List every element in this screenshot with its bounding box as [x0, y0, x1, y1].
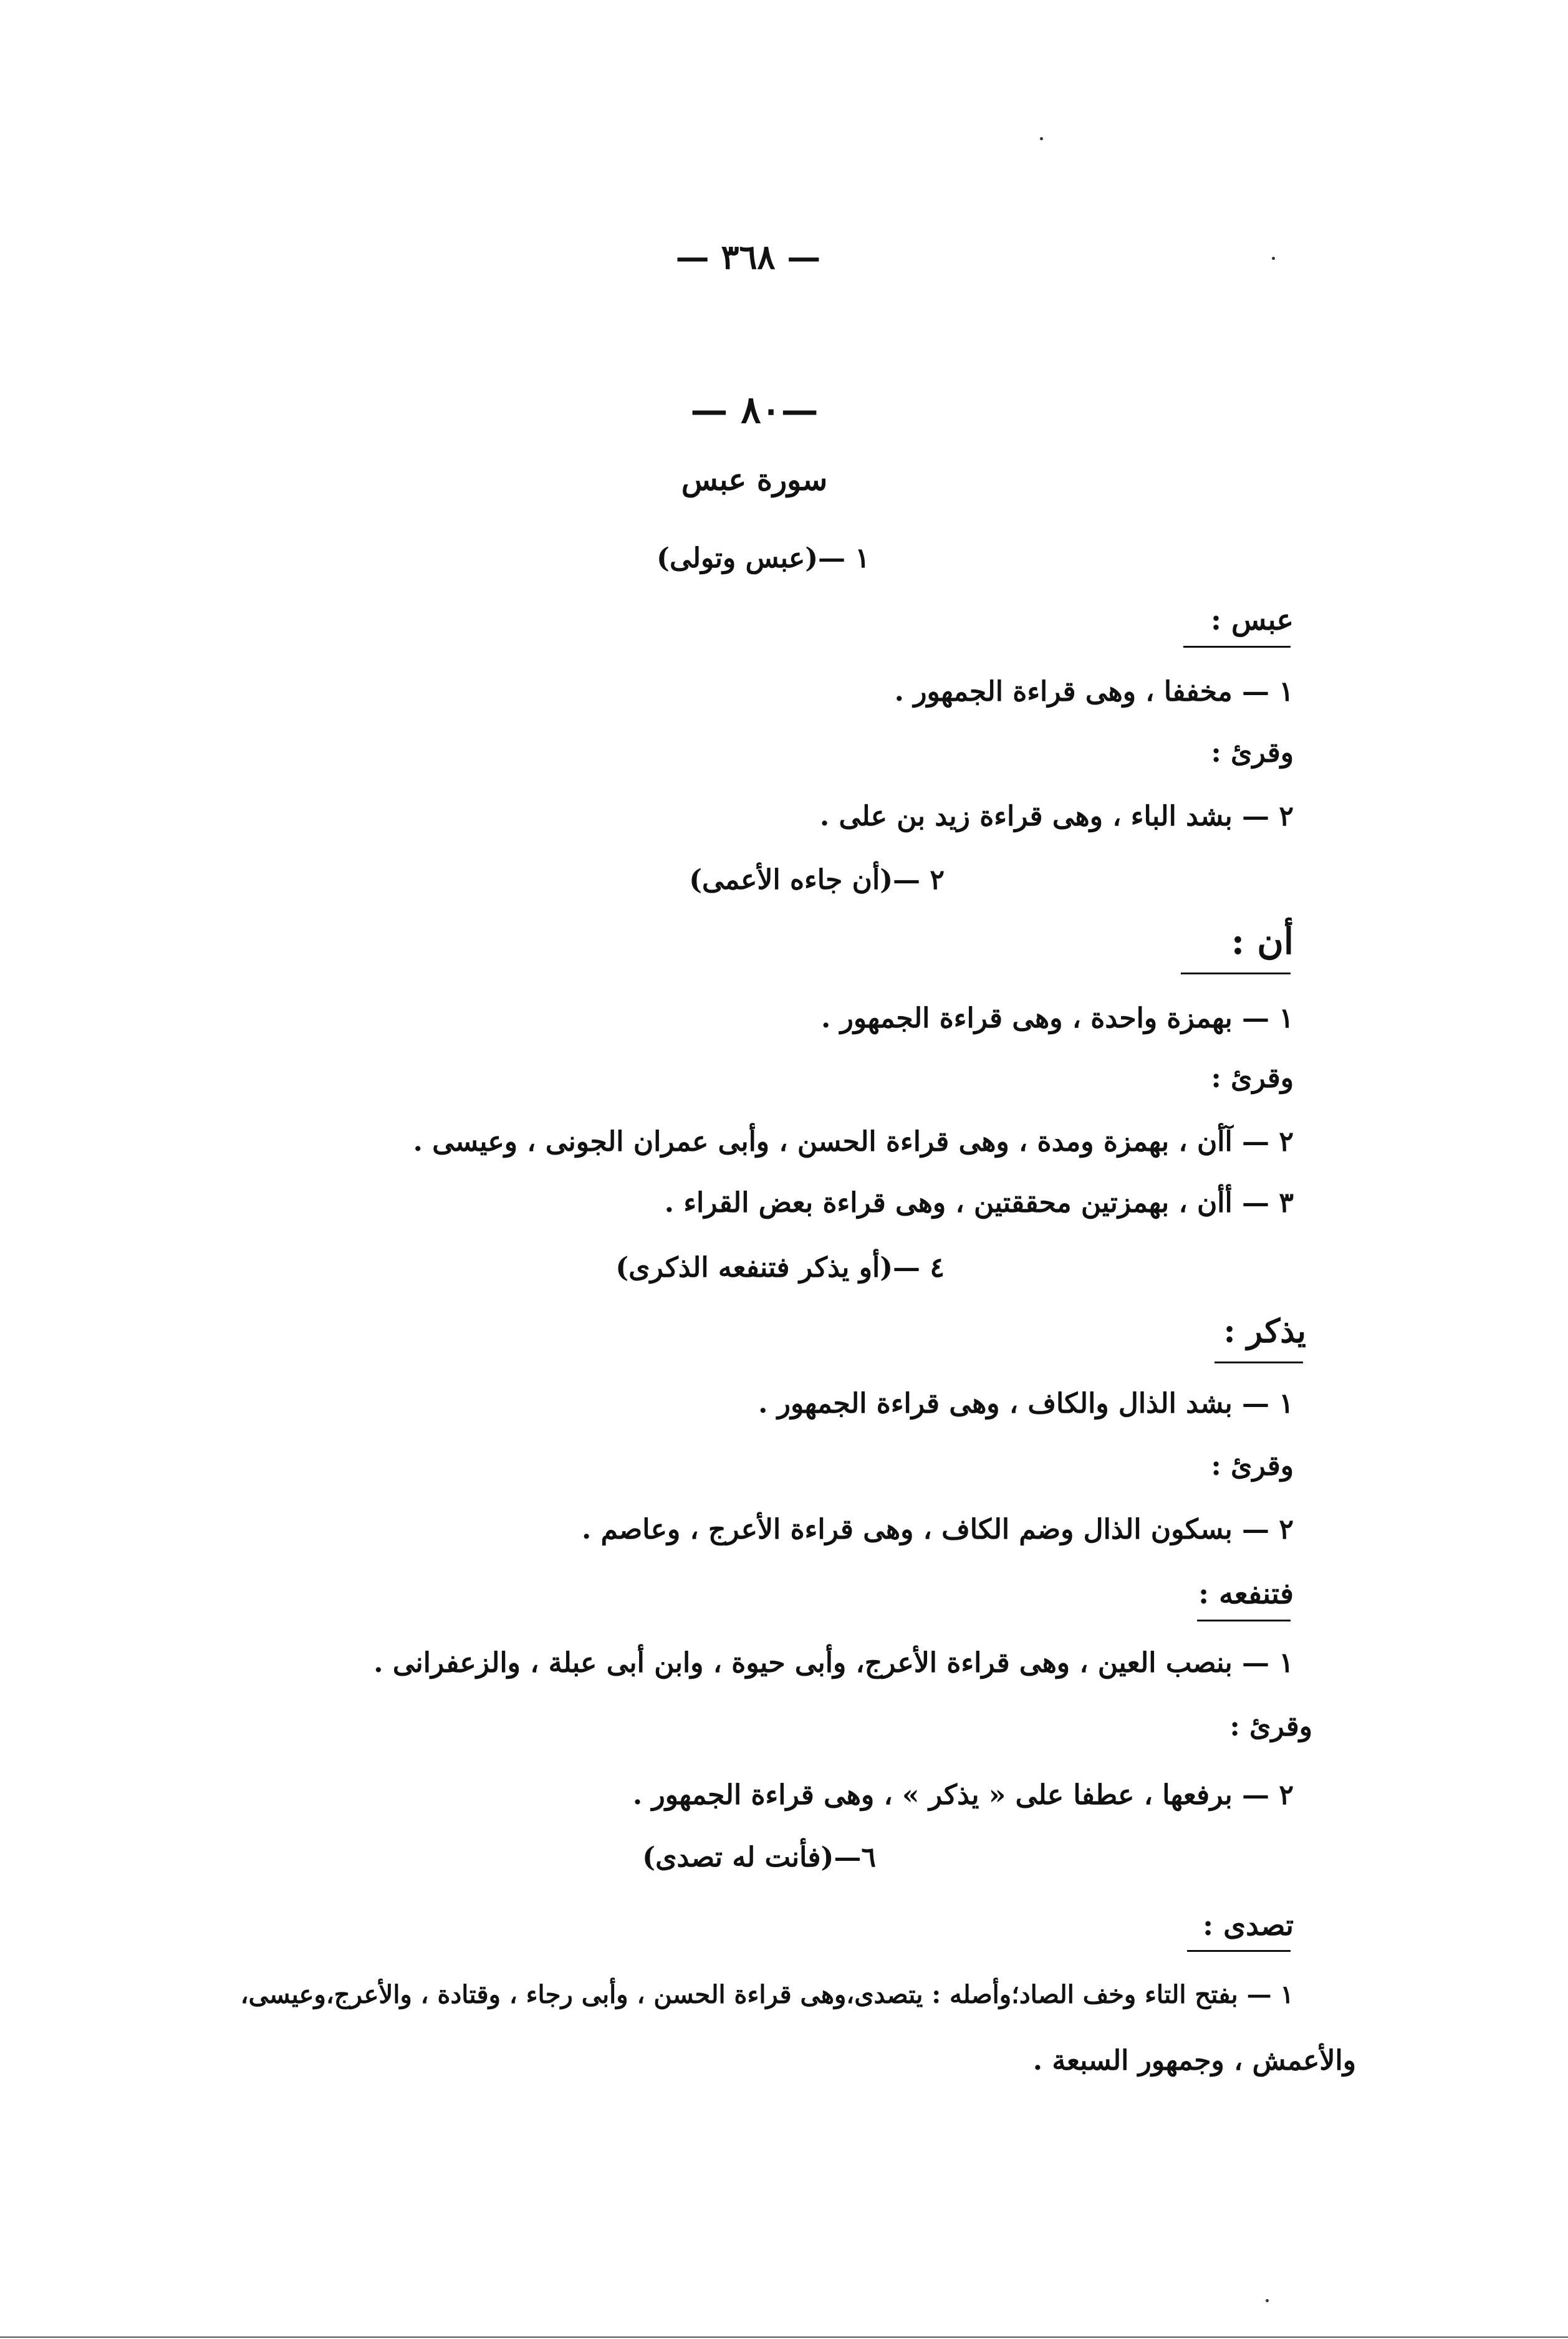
reading-item: ١ — بفتح التاء وخف الصاد؛وأصله : يتصدى،وهى قراءة الحسن ، وأبى رجاء ، وقتادة ، والأعرج،وعيسى،: [240, 1980, 1294, 2009]
reading-item: ١ — بنصب العين ، وهى قراءة الأعرج، وأبى حيوة ، وابن أبى عبلة ، والزعفرانى .: [373, 1647, 1294, 1679]
qari-label: وقرئ :: [1229, 1711, 1312, 1742]
verse-heading: ٢ —(أن جاءه الأعمى): [689, 864, 945, 896]
reading-item: ٢ — بشد الباء ، وهى قراءة زيد بن على .: [819, 800, 1294, 832]
reading-item: ٢ — برفعها ، عطفا على « يذكر » ، وهى قراءة الجمهور .: [632, 1779, 1294, 1811]
reading-item: ٣ — أأن ، بهمزتين محققتين ، وهى قراءة بعض القراء .: [664, 1187, 1294, 1219]
page-bottom-edge: [0, 2337, 1568, 2338]
word-underline: [1181, 973, 1291, 974]
scan-speck: [1040, 137, 1043, 140]
word-underline: [1197, 1620, 1291, 1621]
scan-speck: [1266, 2299, 1269, 2302]
page-number: — ٣٦٨ —: [675, 237, 821, 277]
reading-item: والأعمش ، وجمهور السبعة .: [1032, 2045, 1356, 2077]
reading-item: ١ — بشد الذال والكاف ، وهى قراءة الجمهور .: [758, 1388, 1294, 1419]
word-heading: فتنفعه :: [1198, 1577, 1294, 1610]
word-heading: يذكر :: [1223, 1312, 1306, 1350]
qari-label: وقرئ :: [1211, 737, 1294, 769]
word-heading: أن :: [1231, 920, 1294, 963]
reading-item: ٢ — بسكون الذال وضم الكاف ، وهى قراءة الأعرج ، وعاصم .: [582, 1514, 1294, 1545]
reading-item: ١ — بهمزة واحدة ، وهى قراءة الجمهور .: [821, 1002, 1294, 1034]
qari-label: وقرئ :: [1211, 1450, 1294, 1482]
word-underline: [1187, 1950, 1291, 1952]
verse-heading: ١ —(عبس وتولى): [657, 542, 870, 574]
word-underline: [1183, 646, 1291, 648]
section-number: —٨٠ —: [690, 388, 819, 432]
reading-item: ١ — مخففا ، وهى قراءة الجمهور .: [894, 676, 1294, 708]
surah-title: سورة عبس: [681, 463, 828, 497]
scan-speck: [1272, 257, 1275, 260]
word-underline: [1214, 1362, 1303, 1363]
qari-label: وقرئ :: [1211, 1062, 1294, 1094]
reading-item: ٢ — آأن ، بهمزة ومدة ، وهى قراءة الحسن ، وأبى عمران الجونى ، وعيسى .: [413, 1126, 1294, 1158]
word-heading: تصدى :: [1203, 1908, 1294, 1942]
word-heading: عبس :: [1211, 603, 1294, 636]
verse-heading: ٤ —(أو يذكر فتنفعه الذكرى): [615, 1252, 945, 1284]
verse-heading: ٦—(فأنت له تصدى): [642, 1842, 876, 1873]
